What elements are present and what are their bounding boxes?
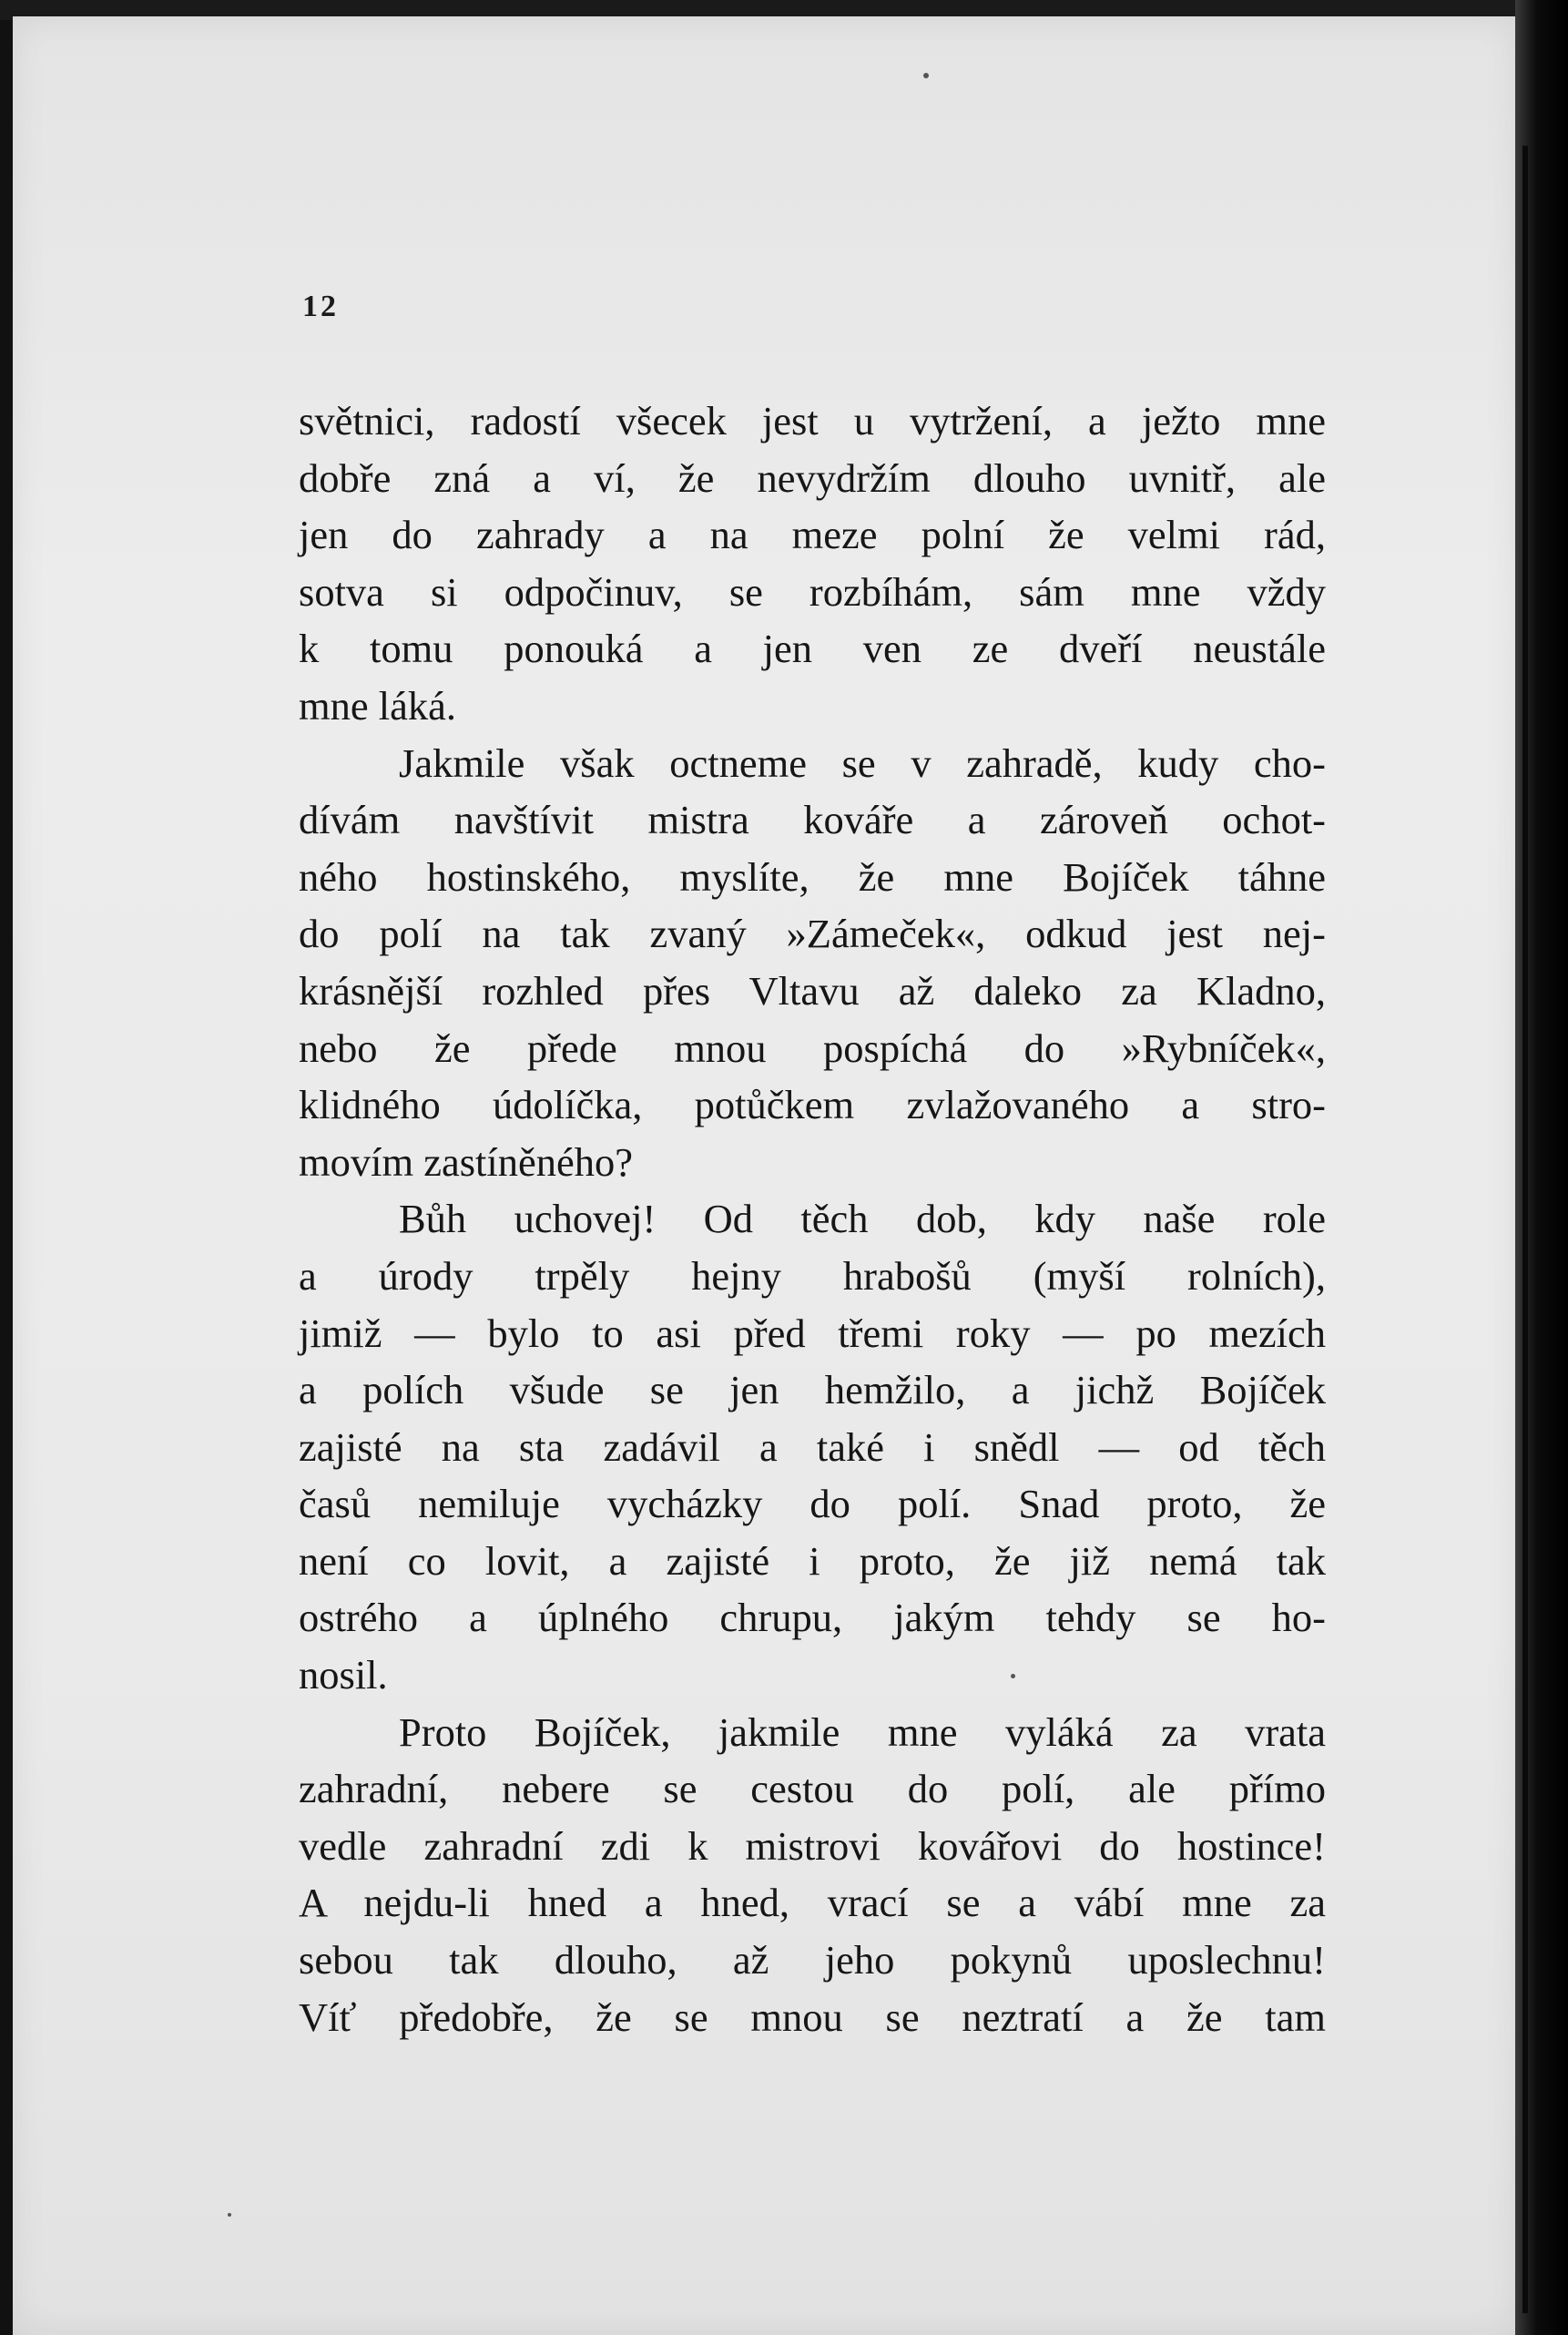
spine-edge-line — [1522, 146, 1528, 2313]
dust-speck — [923, 73, 929, 78]
text-line: jimiž — bylo to asi před třemi roky — po mezích — [299, 1310, 1326, 1356]
text-line: jen do zahrady a na meze polní že velmi rád, — [299, 512, 1326, 558]
text-line: mne láká. — [299, 682, 456, 729]
body-text — [299, 393, 1326, 2045]
dust-speck — [228, 2213, 231, 2217]
text-line: movím zastíněného? — [299, 1138, 634, 1185]
text-line: dobře zná a ví, že nevydržím dlouho uvnitř, ale — [299, 454, 1326, 501]
book-page — [13, 16, 1517, 2335]
text-line: nebo že přede mnou pospíchá do »Rybníček«, — [299, 1025, 1326, 1071]
text-line: světnici, radostí všecek jest u vytržení, a ježto mne — [299, 398, 1326, 444]
text-line: do polí na tak zvaný »Zámeček«, odkud jest nej- — [299, 911, 1326, 957]
text-line: časů nemiluje vycházky do polí. Snad proto, že — [299, 1481, 1326, 1527]
text-line: Víť předobře, že se mnou se neztratí a že tam — [299, 1993, 1326, 2040]
text-line: a polích všude se jen hemžilo, a jichž Bojíček — [299, 1367, 1326, 1413]
text-line: nosil. — [299, 1652, 388, 1698]
text-line: Bůh uchovej! Od těch dob, kdy naše role — [399, 1196, 1326, 1242]
text-line: A nejdu-li hned a hned, vrací se a vábí mne za — [299, 1880, 1326, 1926]
text-line: ného hostinského, myslíte, že mne Bojíček táhne — [299, 853, 1326, 900]
text-line: sebou tak dlouho, až jeho pokynů uposlechnu! — [299, 1937, 1326, 1983]
text-line: a úrody trpěly hejny hrabošů (myší rolních), — [299, 1252, 1326, 1299]
text-line: Jakmile však octneme se v zahradě, kudy cho- — [399, 739, 1326, 786]
text-line: vedle zahradní zdi k mistrovi kovářovi do hostince! — [299, 1822, 1326, 1869]
text-line: klidného údolíčka, potůčkem zvlažovaného a stro- — [299, 1082, 1326, 1128]
dust-speck — [1011, 1674, 1015, 1678]
text-line: Proto Bojíček, jakmile mne vyláká za vrata — [399, 1708, 1326, 1755]
text-line: sotva si odpočinuv, se rozbíhám, sám mne vždy — [299, 568, 1326, 615]
text-line: zajisté na sta zadávil a také i snědl — od těch — [299, 1423, 1326, 1470]
text-line: k tomu ponouká a jen ven ze dveří neustále — [299, 626, 1326, 672]
text-line: zahradní, nebere se cestou do polí, ale přímo — [299, 1766, 1326, 1812]
page-number: 12 — [302, 290, 339, 323]
text-line: krásnější rozhled přes Vltavu až daleko za Kladno, — [299, 967, 1326, 1014]
text-line: dívám navštívit mistra kováře a zároveň ochot- — [299, 797, 1326, 843]
text-line: není co lovit, a zajisté i proto, že již nemá tak — [299, 1537, 1326, 1584]
text-line: ostrého a úplného chrupu, jakým tehdy se ho- — [299, 1595, 1326, 1641]
